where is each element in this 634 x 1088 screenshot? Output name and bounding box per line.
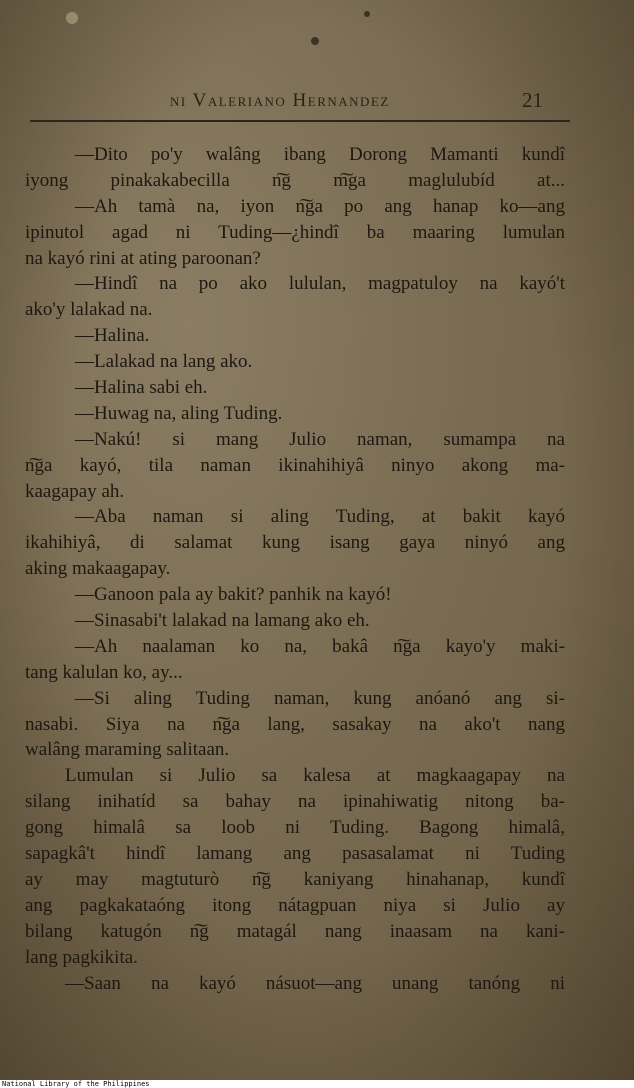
text-line: na kayó rini at ating paroonan? <box>25 247 261 269</box>
ink-spot <box>364 11 370 17</box>
page-header <box>0 90 634 120</box>
text-line: —Ah tamà na, iyon n͠ga po ang hanap ko—ang <box>75 195 565 217</box>
text-line: kaagapay ah. <box>25 480 125 502</box>
text-line: bilang katugón n͠g matagál nang inaasam na kani- <box>25 920 565 942</box>
text-line: —Halina. <box>75 325 150 347</box>
running-head: ni Valeriano Hernandez <box>170 90 390 111</box>
text-line: walâng maraming salitaan. <box>25 739 230 761</box>
text-line: lang pagkikita. <box>25 946 138 968</box>
text-line: ang pagkakataóng itong nátagpuan niya si Julio ay <box>25 894 565 916</box>
ink-spot <box>311 37 319 45</box>
text-line: nasabi. Siya na n͠ga lang, sasakay na ako't nang <box>25 713 565 735</box>
text-line: ay may magtuturò n͠g kaniyang hinahanap, kundî <box>25 868 565 890</box>
text-line: —Nakú! si mang Julio naman, sumampa na <box>75 428 565 450</box>
text-line: —Aba naman si aling Tuding, at bakit kayó <box>75 506 565 528</box>
text-line: n͠ga kayó, tila naman ikinahihiyâ ninyo akong ma- <box>25 454 565 476</box>
text-line: —Lalakad na lang ako. <box>75 351 253 373</box>
text-line: —Saan na kayó násuot—ang unang tanóng ni <box>65 972 565 994</box>
text-line: —Dito po'y walâng ibang Dorong Mamanti kundî <box>75 144 565 165</box>
ink-spot <box>66 12 78 24</box>
text-line: ikahihiyâ, di salamat kung isang gaya ninyó ang <box>25 532 565 554</box>
text-line: iyong pinakakabecilla n͠g m͠ga maglulubíd at... <box>25 169 565 191</box>
text-line: —Ganoon pala ay bakit? panhik na kayó! <box>75 584 392 606</box>
header-rule <box>30 120 570 122</box>
text-line: tang kalulan ko, ay... <box>25 661 183 683</box>
text-line: gong himalâ sa loob ni Tuding. Bagong himalâ, <box>25 817 565 839</box>
text-line: —Halina sabi eh. <box>75 377 208 399</box>
text-line: —Huwag na, aling Tuding. <box>75 402 283 424</box>
text-line: ipinutol agad ni Tuding—¿hindî ba maaring lumulan <box>25 221 565 243</box>
text-line: ako'y lalakad na. <box>25 299 153 321</box>
scan-footer <box>0 1080 634 1088</box>
text-line: —Sinasabi't lalakad na lamang ako eh. <box>75 610 370 632</box>
page-number: 21 <box>522 88 543 112</box>
text-line: silang inihatíd sa bahay na ipinahiwatig nitong ba- <box>25 791 565 813</box>
library-credit: National Library of the Philippines <box>2 1080 150 1088</box>
text-line: —Ah naalaman ko na, bakâ n͠ga kayo'y maki- <box>75 635 565 657</box>
text-line: aking makaagapay. <box>25 558 171 580</box>
text-line: —Si aling Tuding naman, kung anóanó ang si- <box>75 687 565 709</box>
text-line: Lumulan si Julio sa kalesa at magkaagapay na <box>65 765 565 787</box>
body-text <box>25 142 565 996</box>
text-line: sapagkâ't hindî lamang ang pasasalamat ni Tuding <box>25 843 565 865</box>
text-line: —Hindî na po ako lululan, magpatuloy na kayó't <box>75 273 565 295</box>
